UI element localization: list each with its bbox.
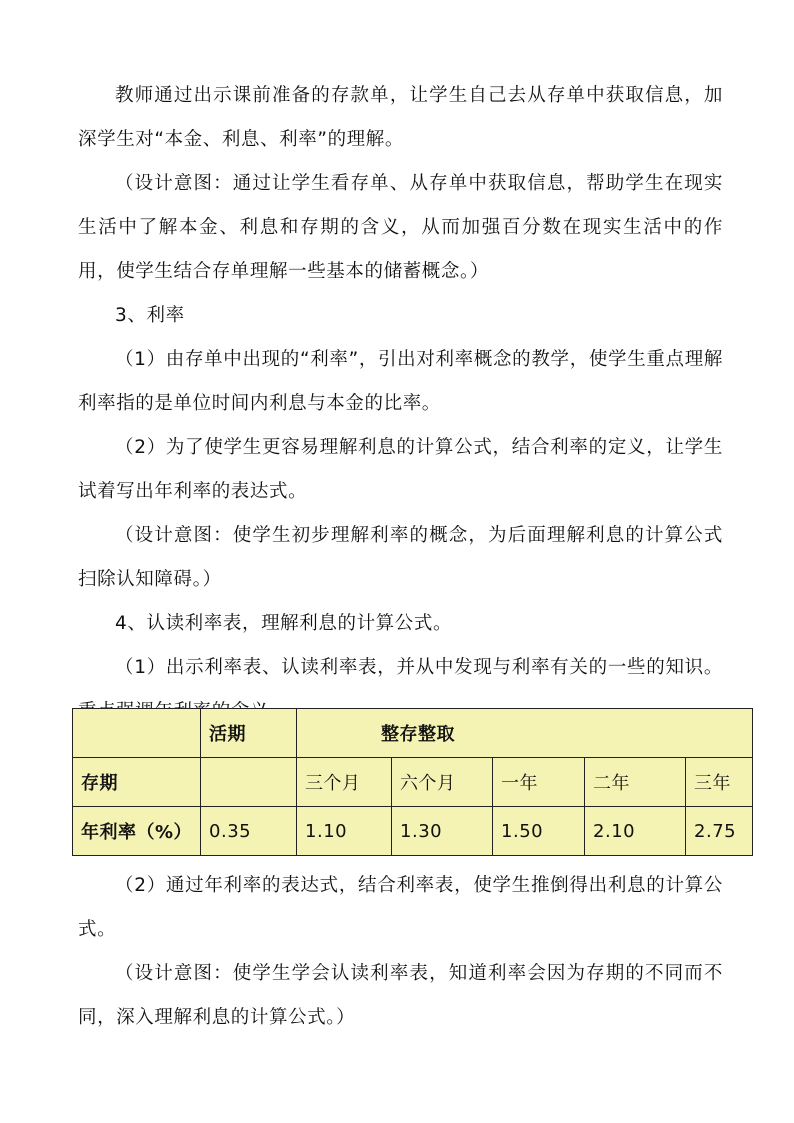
- interest-rate-table: [72, 708, 753, 856]
- table-cell-empty: [73, 709, 201, 758]
- paragraph: （设计意图：通过让学生看存单、从存单中获取信息，帮助学生在现实生活中了解本金、利息和存期的含义，从而加强百分数在现实生活中的作用，使学生结合存单理解一些基本的储蓄概念。）: [78, 173, 723, 282]
- paragraph: （2）为了使学生更容易理解利息的计算公式，结合利率的定义，让学生试着写出年利率的表达式。: [78, 437, 723, 502]
- paragraph: （1）由存单中出现的“利率”，引出对利率概念的教学，使学生重点理解利率指的是单位时间内利息与本金的比率。: [78, 349, 723, 414]
- table-cell-empty: [201, 758, 297, 807]
- rate-cell: 1.10: [297, 807, 392, 856]
- header-fixed-deposit: 整存整取: [297, 709, 753, 758]
- term-cell: 二年: [585, 758, 686, 807]
- term-cell: 三年: [686, 758, 753, 807]
- term-cell: 六个月: [392, 758, 493, 807]
- section-heading: 4、认读利率表，理解利息的计算公式。: [115, 613, 453, 634]
- rate-cell-current: 0.35: [201, 807, 297, 856]
- header-current-deposit: 活期: [201, 709, 297, 758]
- table-row-terms: [73, 758, 753, 807]
- rate-cell: 1.50: [493, 807, 585, 856]
- rate-cell: 2.75: [686, 807, 753, 856]
- table-row-rates: [73, 807, 753, 856]
- document-body-top: [78, 74, 723, 734]
- rate-cell: 2.10: [585, 807, 686, 856]
- document-body-bottom: [78, 864, 723, 1040]
- paragraph: （设计意图：使学生学会认读利率表，知道利率会因为存期的不同而不同，深入理解利息的计算公式。）: [78, 963, 723, 1028]
- section-heading: 3、利率: [115, 305, 185, 326]
- paragraph: （设计意图：使学生初步理解利率的概念，为后面理解利息的计算公式扫除认知障碍。）: [78, 525, 723, 590]
- term-cell: 一年: [493, 758, 585, 807]
- term-cell: 三个月: [297, 758, 392, 807]
- rate-cell: 1.30: [392, 807, 493, 856]
- paragraph: 教师通过出示课前准备的存款单，让学生自己去从存单中获取信息，加深学生对“本金、利息、利率”的理解。: [78, 85, 723, 150]
- table-header-row: [73, 709, 753, 758]
- paragraph: （2）通过年利率的表达式，结合利率表，使学生推倒得出利息的计算公式。: [78, 875, 723, 940]
- row-label-term: 存期: [73, 758, 201, 807]
- paragraph: （1）出示利率表、认读利率表，并从中发现与利率有关的一些的知识。: [115, 657, 723, 678]
- row-label-rate: 年利率（%）: [73, 807, 201, 856]
